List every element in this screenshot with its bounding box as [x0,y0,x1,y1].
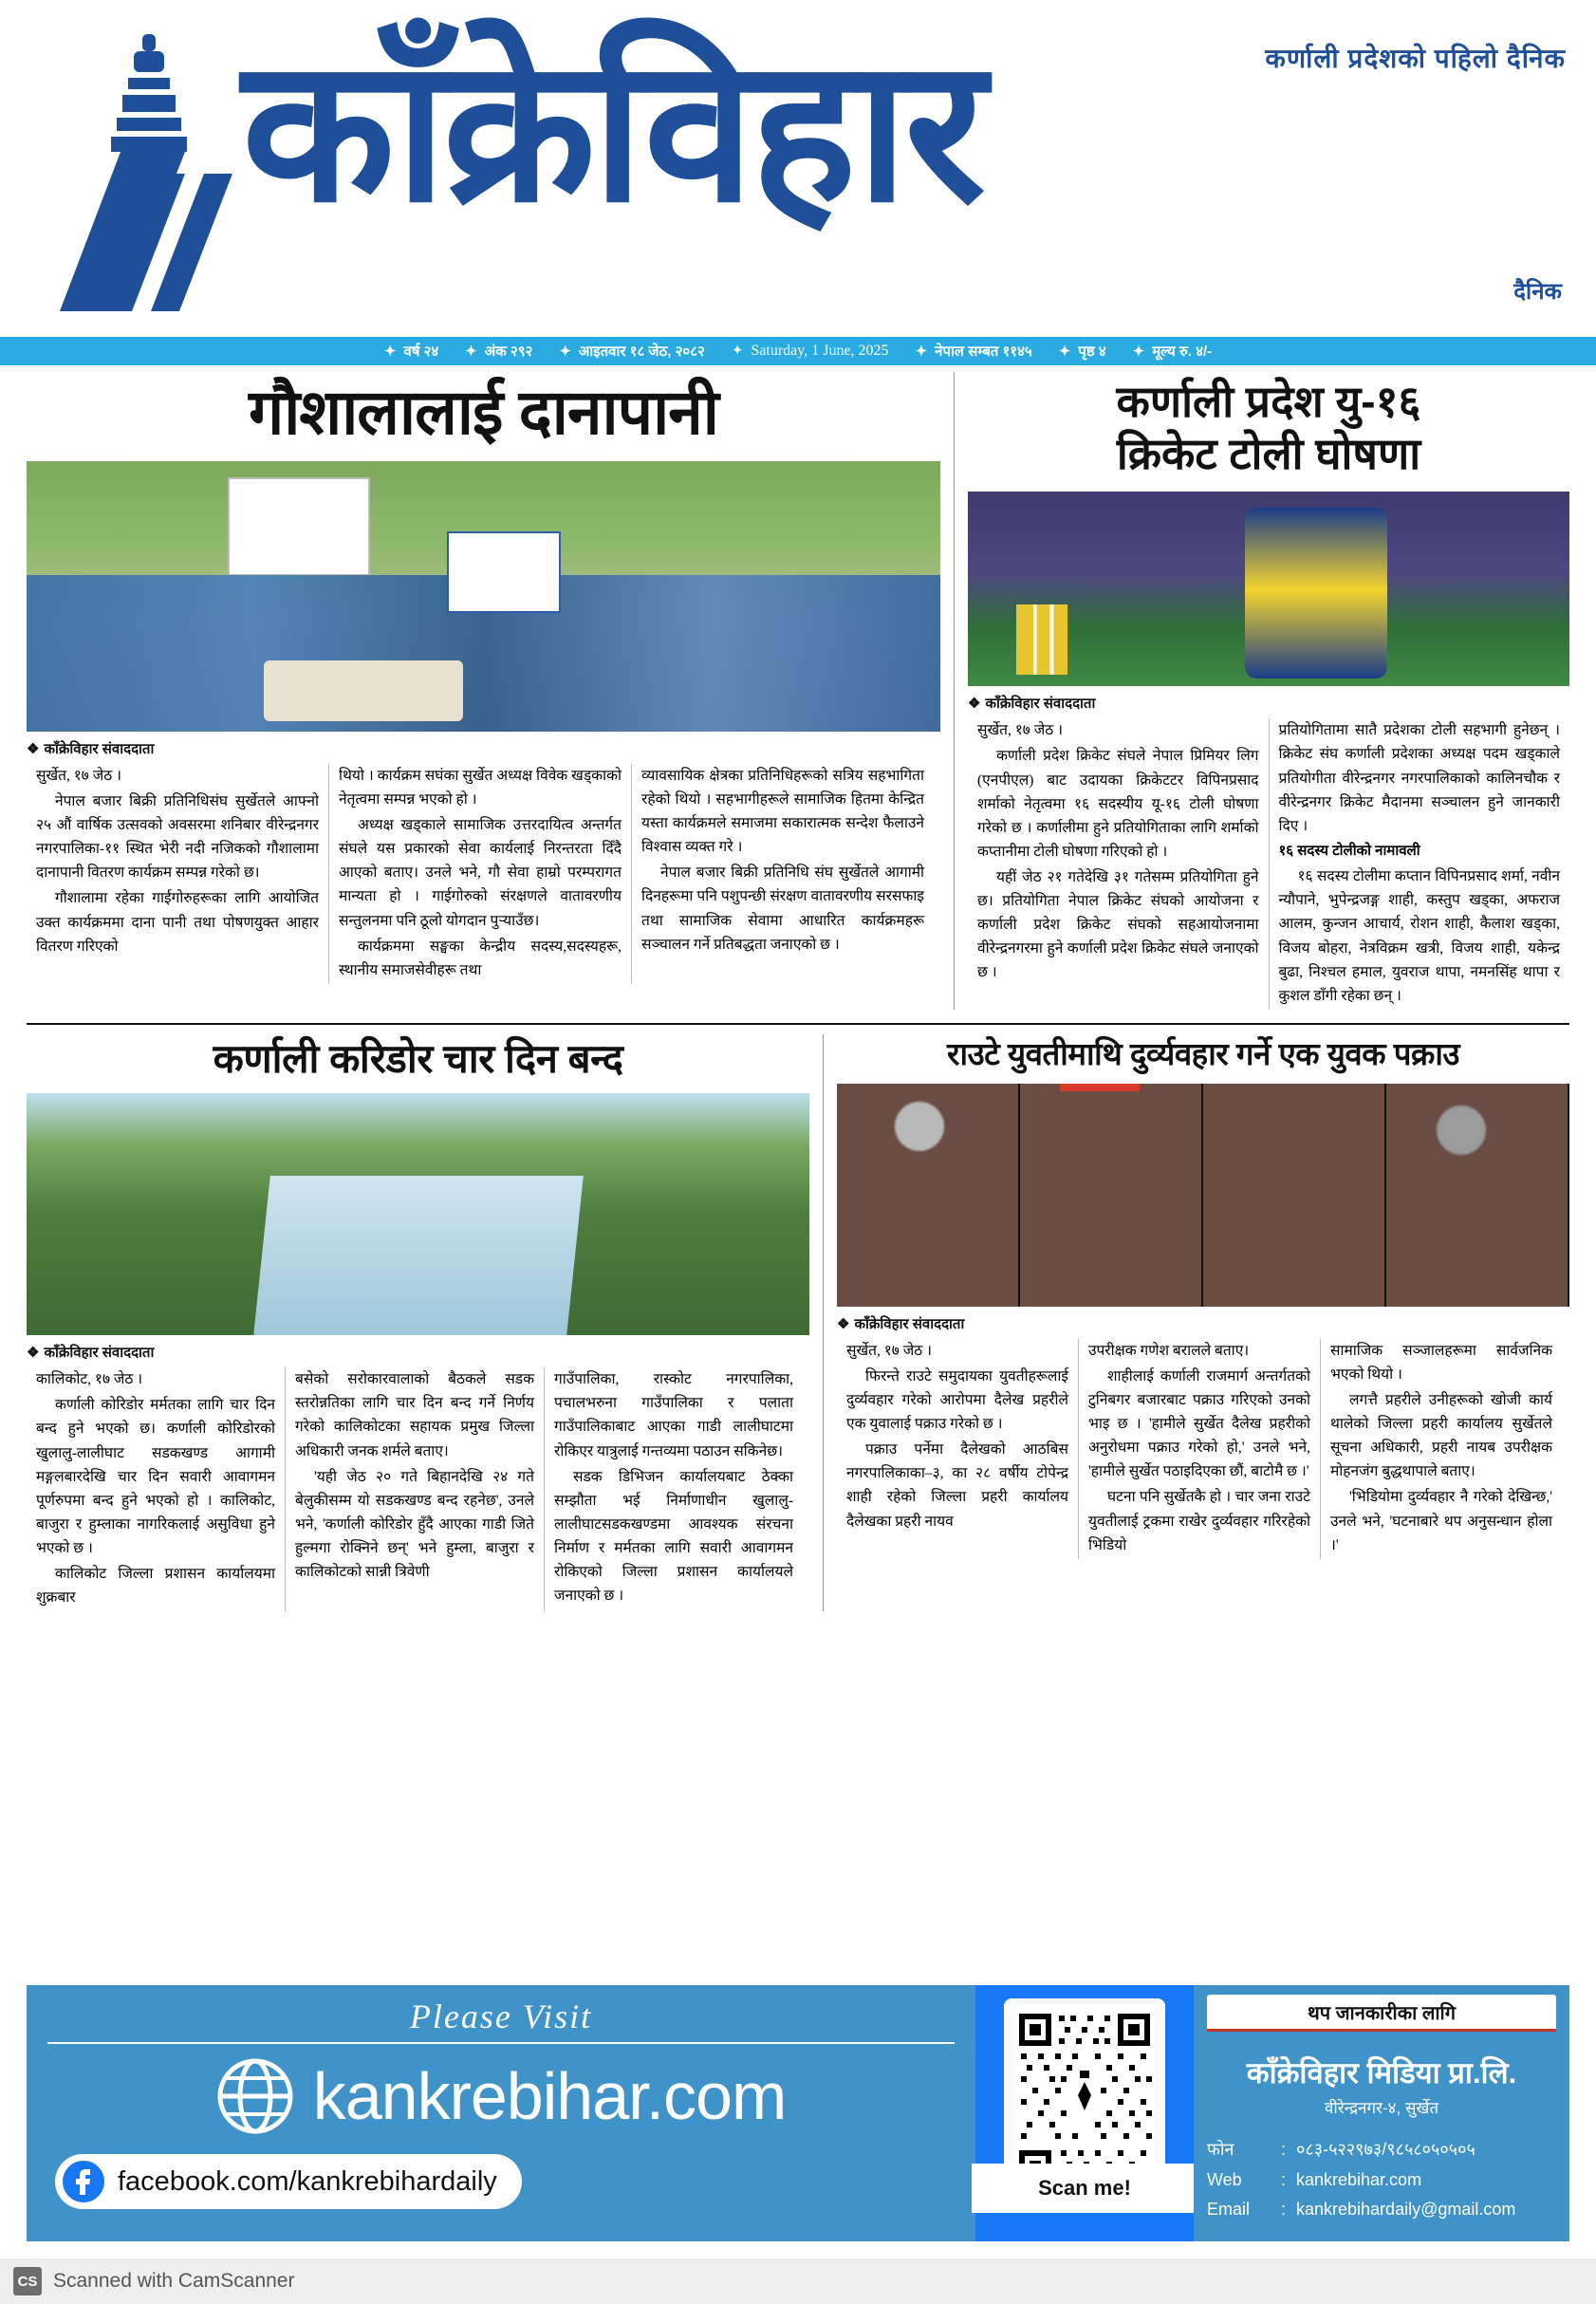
page-content [27,372,1569,1611]
please-visit-label: Please Visit [409,1997,593,2035]
lead-photo [27,461,940,732]
masthead-title: काँक्रेविहार [242,19,982,242]
raute-photo [837,1084,1569,1307]
contact-email-value[interactable]: kankrebihardaily@gmail.com [1296,2200,1516,2219]
cricket-headline [968,372,1569,492]
colon: : [1281,2200,1287,2219]
corridor-article [27,1034,824,1611]
diamond-icon: ❖ [27,740,40,757]
masthead-dainik-label: दैनिक [1513,279,1562,305]
cricket-photo [968,492,1569,686]
diamond-icon: ✦ [731,343,744,359]
raute-col-2: उपरीक्षक गणेश बरालले बताए। शाहीलाई कर्णाली राजमार्ग अन्तर्गतको टुनिबगर बजारबाट पक्राउ गरिएको उनको भाइ छ । 'हामीले सुर्खेत दैलेख प्रहरीको अनुरोधमा पक्राउ गरेको हो,' उनले भने, 'हामीले सुर्खेत पठाइदिएका छौं, बाटोमै छ ।' घटना पनि सुर्खेतकै हो । चार जना राउटे युवतीलाई ट्रकमा राखेर दुर्व्यवहार गरिरहेको भिडियो [1088,1342,1310,1553]
facebook-icon [63,2161,104,2202]
photo-frame-4 [1386,1084,1569,1307]
photo-river-decor [253,1176,584,1335]
colon: : [1281,2169,1287,2189]
cricket-article [955,372,1569,1010]
website-url[interactable]: kankrebihar.com [312,2059,787,2133]
scan-me-label: Scan me! [972,2164,1197,2213]
diamond-icon: ✦ [915,343,928,360]
raute-col-3: सामाजिक सञ्जालहरूमा सार्वजनिक भएको थियो । लगत्तै प्रहरीले उनीहरूको खोजी कार्य थालेको जिल्ला प्रहरी कार्यालय सुर्खेतले सूचना अधिकारी, प्रहरी नायब उपरीक्षक मोहनजंग बुद्धथापाले बताए। 'भिडियोमा दुर्व्यवहार नै गरेको देखिन्छ,' उनले भने, 'घटनाबारे थप अनुसन्धान होला ।' [1330,1342,1552,1553]
more-info-label: थप जानकारीका लागि [1207,1995,1556,2032]
photo-redbar-decor [1060,1084,1140,1091]
raute-byline: ❖ काँक्रेविहार संवाददाता [837,1315,965,1332]
corridor-headline: कर्णाली करिडोर चार दिन बन्द [213,1035,623,1081]
info-item-price: ✦ मूल्य रु. ४/- [1132,343,1213,360]
contact-row-email: Email : kankrebihardaily@gmail.com [1207,2195,1556,2225]
contact-panel [1194,1985,1569,2241]
photo-blur-decor [895,1102,944,1151]
lead-article [27,372,955,1010]
contact-row-phone: फोन : ०८३-५२२९७३/९८५८०५०५०५ [1207,2135,1556,2165]
facebook-url[interactable]: facebook.com/kankrebihardaily [118,2165,497,2197]
camscanner-badge-icon: CS [13,2267,42,2295]
diamond-icon: ✦ [1058,343,1071,360]
top-section [27,372,1569,1010]
lead-headline: गौशालालाई दानापानी [249,377,718,447]
photo-player-decor [1245,508,1387,678]
corridor-byline: ❖ काँक्रेविहार संवाददाता [27,1345,155,1362]
masthead [0,0,1596,337]
contact-web-value[interactable]: kankrebihar.com [1296,2169,1422,2189]
info-item-nepali-date: ✦ आइतवार १८ जेठ, २०८२ [559,343,705,360]
bottom-section [27,1034,1569,1611]
photo-banner-decor [447,531,561,613]
corridor-body-columns [27,1367,809,1611]
cricket-body-columns [968,718,1569,1010]
photo-frame-1 [837,1084,1020,1307]
photo-stumps-decor [1016,604,1067,675]
cricket-col-1: सुर्खेत, १७ जेठ । कर्णाली प्रदेश क्रिकेट संघले नेपाल प्रिमियर लिग (एनपीएल) बाट उदायका क्रिकेटटर विपिनप्रसाद शर्माको नेतृत्वमा १६ सदस्यीय यू-१६ टोली घोषणा गरेको छ । कर्णालीमा हुने प्रतियोगिताका लागि शर्माको कप्तानीमा टोली घोषणा गरिएको हो । यहीं जेठ २१ गतेदेखि ३१ गतेसम्म प्रतियोगिता हुने छ। प्रतियोगिता नेपाल क्रिकेट संघको आयोजना र कर्णाली प्रदेश क्रिकेट संघको सहआयोजनामा वीरेन्द्रनगरमा हुने कर्णाली प्रदेश क्रिकेट संघले जनाएको छ । [977,722,1259,981]
contact-phone-value: ०८३-५२२९७३/९८५८०५०५०५ [1296,2140,1475,2159]
raute-article [824,1034,1569,1611]
advertisement-strip [27,1985,1569,2241]
diamond-icon: ❖ [837,1315,850,1332]
contact-rows [1207,2135,1556,2225]
lead-col-3: व्यावसायिक क्षेत्रका प्रतिनिधिहरूको सत्रिय सहभागिता रहेको थियो । सहभागीहरूले सामाजिक हितमा केन्द्रित यस्ता कार्यक्रमले समाजमा सकारात्मक सन्देश फैलाउने विश्वास व्यक्त गरे । नेपाल बजार बिक्री प्रतिनिधि संघ सुर्खेतले आगामी दिनहरूमा पनि पशुपन्छी संरक्षण वातावरणीय सरसफाइ तथा सामाजिक सेवामा आधारित कार्यक्रमहरू सञ्चालन गर्ने प्रतिबद्धता जनाएको छ । [641,767,924,953]
lead-body-columns [27,764,940,984]
diamond-icon: ✦ [1132,343,1145,360]
diamond-icon: ✦ [465,343,477,360]
cricket-subhead: १६ सदस्य टोलीको नामावली [1278,842,1420,859]
ad-divider [47,2042,955,2044]
facebook-link[interactable] [55,2154,522,2209]
corridor-col-1: कालिकोट, १७ जेठ । कर्णाली कोरिडोर मर्मतका लागि चार दिन बन्द हुने भएको छ। कर्णाली कोरिडोरको खुलालु-लालीघाट सडकखण्ड आगामी मङ्गलबारदेखि चार दिन सवारी आवागमन पूर्णरुपमा बन्द हुने भएको हो । कालिकोट, बाजुरा र हुम्लाका नागरिकलाई असुविधा हुने भएको छ । कालिकोट जिल्ला प्रशासन कार्यालयमा शुक्रबार [36,1371,275,1607]
photo-poster-decor [228,477,370,576]
website-ad-panel [27,1985,975,2241]
info-item-issue: ✦ अंक २९२ [465,343,533,360]
corridor-col-2: बसेको सरोकारवालाको बैठकले सडक स्तरोन्नतिका लागि चार दिन बन्द गर्ने निर्णय गरेको कालिकोटका सहायक प्रमुख जिल्ला अधिकारी जनक शर्मले बताए। 'यही जेठ २० गते बिहानदेखि २४ गते बेलुकीसम्म यो सडकखण्ड बन्द रहनेछ', उनले भने, 'कर्णाली कोरिडोर हुँदै आएका गाडी जिते हुल्मगा रोक्निने छन्' भने हुम्ला, बाजुरा र कालिकोटको सान्नी त्रिवेणी [295,1371,534,1581]
cricket-byline: ❖ काँक्रेविहार संवाददाता [968,696,1096,713]
photo-sacks-decor [264,660,463,721]
raute-col-1: सुर्खेत, १७ जेठ । फिरन्ते राउटे समुदायका युवतीहरूलाई दुर्व्यवहार गरेको आरोपमा दैलेख प्रहरीले एक युवालाई पक्राउ गरेको छ । पक्राउ पर्नेमा दैलेखको आठबिस नगरपालिकाका–३, का २८ वर्षीय टोपेन्द्र शाही रहेको जिल्ला प्रहरी कार्यालय दैलेखका प्रहरी नायव [846,1342,1068,1530]
company-address: वीरेन्द्रनगर-४, सुर्खेत [1324,2099,1439,2117]
globe-icon [216,2057,294,2135]
kankrebihar-logo-icon [52,27,256,311]
masthead-tagline: कर्णाली प्रदेशको पहिलो दैनिक [1265,44,1566,73]
corridor-col-3: गाउँपालिका, रास्कोट नगरपालिका, पचालभरुना गाउँपालिका र पलाता गाउँपालिकाबाट आएका गाडी लालीघाटमा रोकिएर यात्रुलाई गन्तव्यमा पठाउन सकिनेछ। सडक डिभिजन कार्यालयबाट ठेक्का सम्झौता भई निर्माणाधीन खुलालु-लालीघाटसडकखण्डमा आवश्यक संरचना निर्माण र मर्मतका लागि सवारी आवागमन रोकिएको जिल्ला प्रशासन कार्यालयले जनाएको छ । [554,1371,793,1605]
photo-blur-decor [1437,1106,1486,1155]
camscanner-text: Scanned with CamScanner [53,2270,295,2292]
lead-byline: ❖ काँक्रेविहार संवाददाता [27,740,155,757]
contact-row-web: Web : kankrebihar.com [1207,2165,1556,2196]
cricket-headline-line2: क्रिकेट टोली घोषणा [1116,429,1421,479]
diamond-icon: ❖ [27,1345,40,1362]
diamond-icon: ❖ [968,696,981,713]
company-name: काँक्रेविहार मिडिया प्रा.लि. [1246,2056,1517,2090]
masthead-info-bar [0,337,1596,365]
cricket-headline-line1: कर्णाली प्रदेश यु-१६ [1116,377,1421,426]
info-item-year: ✦ वर्ष २४ [383,343,439,360]
website-row[interactable] [27,2057,975,2135]
qr-panel [975,1985,1194,2241]
info-item-english-date: ✦ Saturday, 1 June, 2025 [731,343,889,359]
photo-frame-2 [1020,1084,1203,1307]
section-divider [27,1023,1569,1025]
diamond-icon: ✦ [559,343,571,360]
colon: : [1281,2140,1287,2159]
photo-frame-3 [1203,1084,1386,1307]
lead-col-1: सुर्खेत, १७ जेठ । नेपाल बजार बिक्री प्रतिनिधिसंघ सुर्खेतले आफ्नो २५ औं वार्षिक उत्सवको अवसरमा शनिबार वीरेन्द्रनगर नगरपालिका-११ स्थित भेरी नदी नजिकको गौशालामा दानापानी वितरण कार्यक्रम सम्पन्न गरेको छ। गौशालामा रहेका गाईगोरुहरूका लागि आयोजित उक्त कार्यक्रममा दाना पानी तथा पोषणयुक्त आहार वितरण गरिएको [36,767,319,955]
info-item-nepal-sambat: ✦ नेपाल सम्बत ११४५ [915,343,1032,360]
raute-body-columns [837,1339,1569,1559]
corridor-photo [27,1093,809,1335]
diamond-icon: ✦ [383,343,397,360]
raute-headline: राउटे युवतीमाथि दुर्व्यवहार गर्ने एक युवक पक्राउ [947,1035,1459,1071]
cricket-col-2: प्रतियोगितामा सातै प्रदेशका टोली सहभागी हुनेछन् । क्रिकेट संघ कर्णाली प्रदेशका अध्यक्ष पदम खड्काले प्रतियोगीता वीरेन्द्रनगर नगरपालिकाको कालिनचौक र वीरेन्द्रनगर क्रिकेट मैदानमा सञ्चालन हुने जानकारी दिए । १६ सदस्य टोलीको नामावली १६ सदस्य टोलीमा कप्तान विपिनप्रसाद शर्मा, नवीन न्यौपाने, भुपेन्द्रजङ्ग शाही, कस्तुप खड्का, अफराज आलम, कुन्जन आचार्य, रोशन शाही, कैलाश खड्का, विजय बोहरा, नेत्रविक्रम खत्री, विजय शाही, यकेन्द्र बुढा, निश्चल हमाल, युवराज थापा, नमनसिंह थापा र कुशल डाँगी रहेका छन् । [1278,722,1560,1004]
info-item-pages: ✦ पृष्ठ ४ [1058,343,1106,360]
lead-col-2: थियो । कार्यक्रम सघंका सुर्खेत अध्यक्ष विवेक खड्काको नेतृत्वमा सम्पन्न भएको हो । अध्यक्ष खड्काले सामाजिक उत्तरदायित्व अन्तर्गत संघले यस प्रकारको सेवा कार्यलाई निरन्तरता दिँदै आएको बताए। उनले भने, गौ सेवा हाम्रो परम्परागत मान्यता हो । गाईगोरुको संरक्षणले वातावरणीय सन्तुलनमा पनि ठूलो योगदान पुऱ्याउँछ। कार्यक्रममा सङ्घका केन्द्रीय सदस्य,सदस्यहरू, स्थानीय समाजसेवीहरू तथा [339,767,622,978]
qr-code-icon[interactable] [1013,2008,1156,2188]
camscanner-footer [0,2258,1596,2304]
